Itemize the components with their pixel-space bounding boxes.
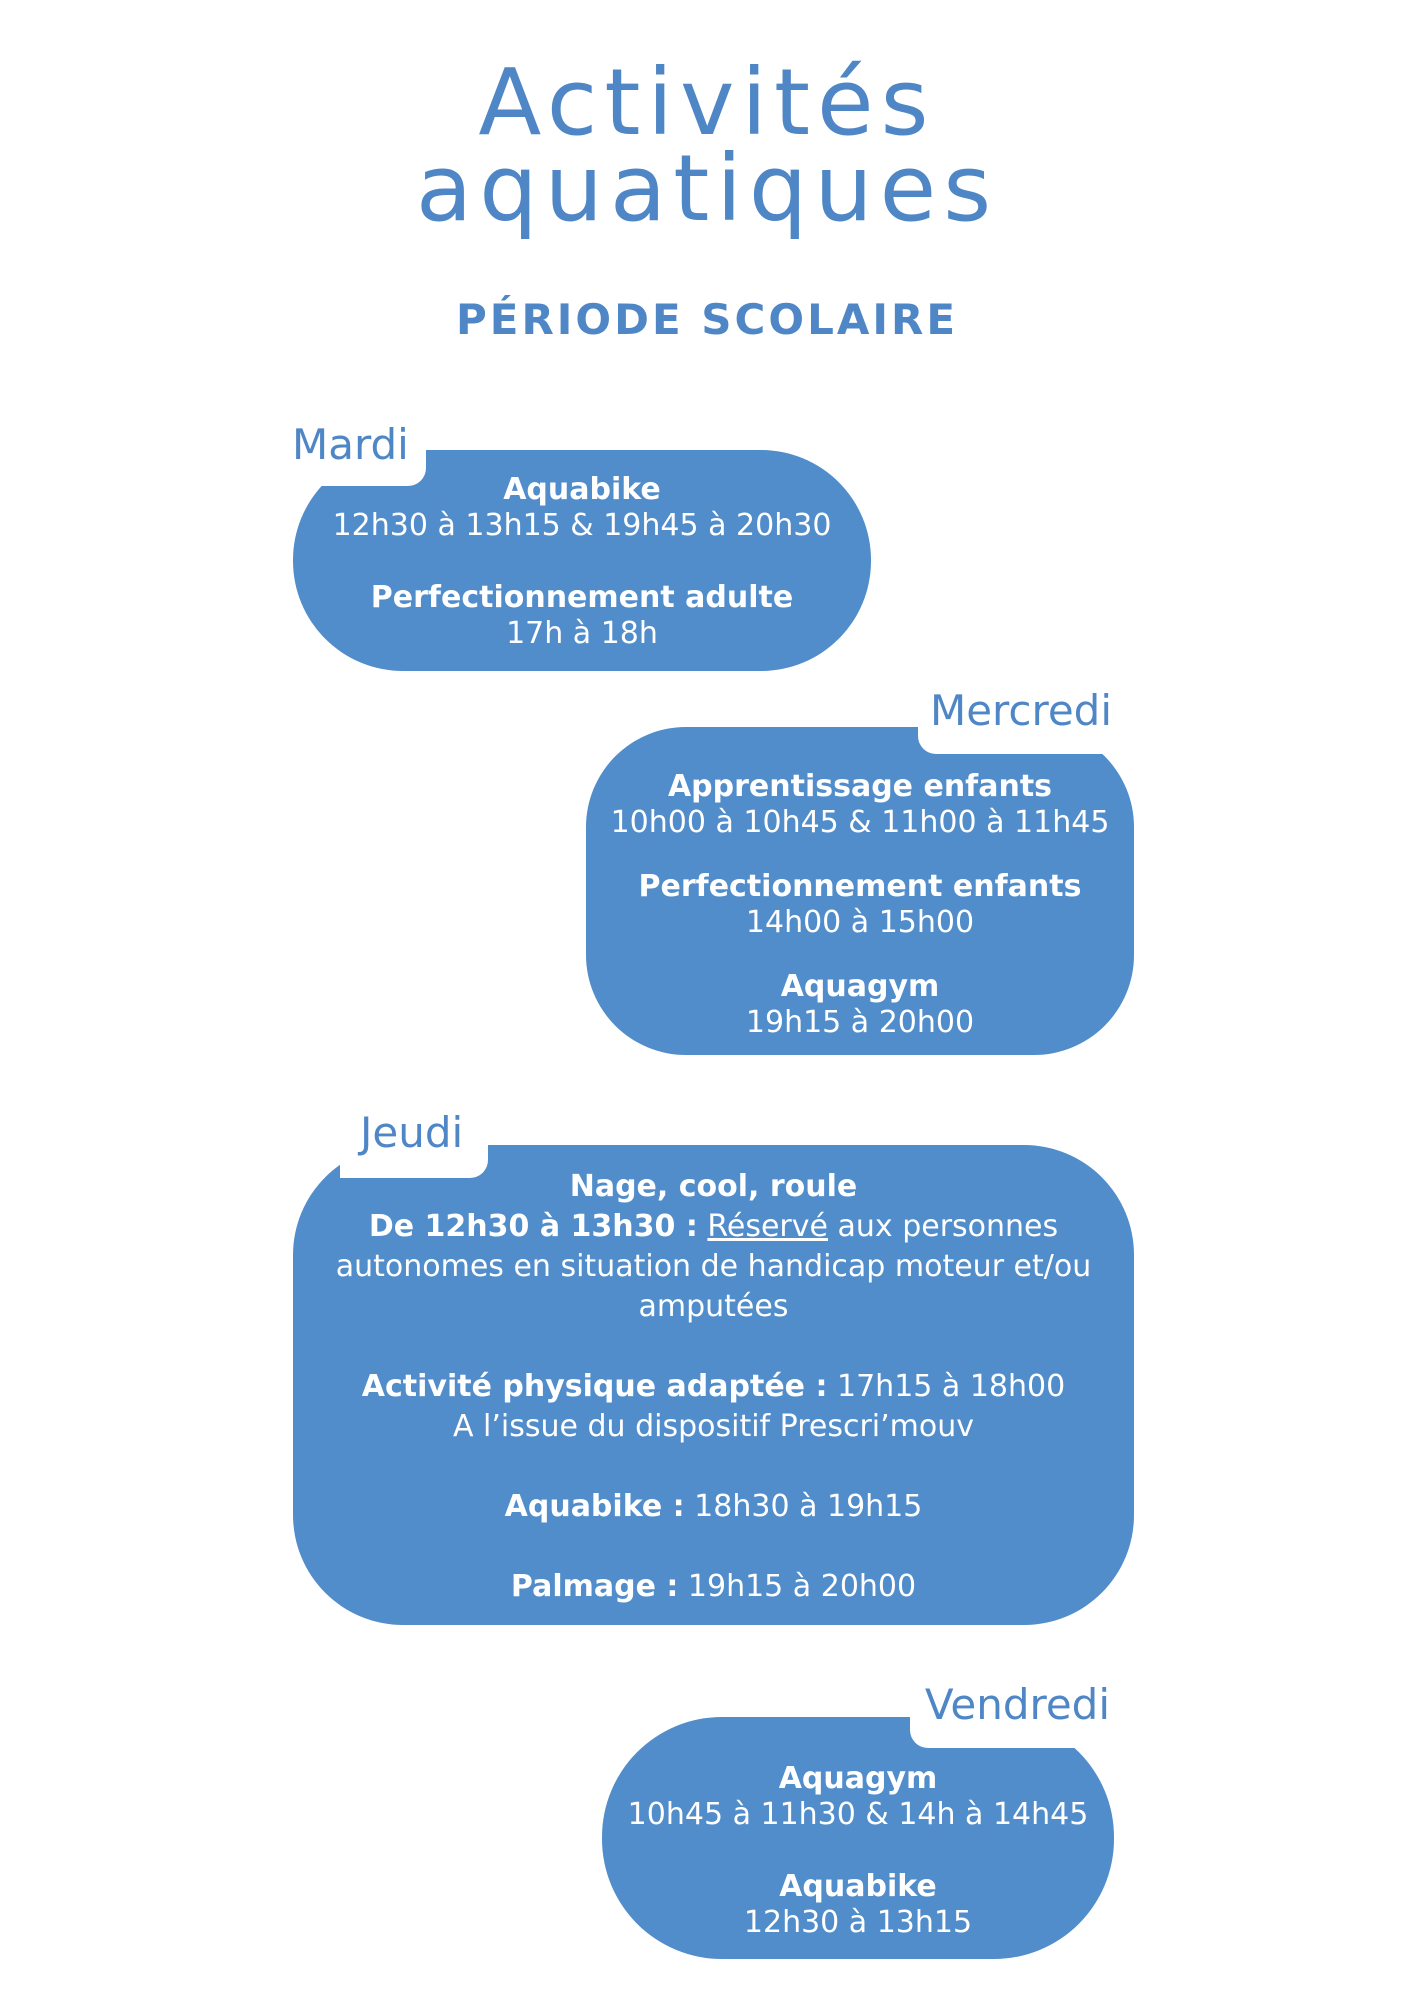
mercredi-card (586, 727, 1134, 1055)
nage-description: De 12h30 à 13h30 : Réservé aux personnes autonomes en situation de handicap moteur et/ou amputées (335, 1209, 1092, 1324)
activity-name: Perfectionnement enfants (638, 869, 1082, 904)
activity-time: 14h00 à 15h00 (745, 905, 975, 940)
day-label-mercredi: Mercredi (918, 686, 1118, 754)
aquabike-line: Aquabike : 18h30 à 19h15 (504, 1489, 923, 1524)
palmage-line: Palmage : 19h15 à 20h00 (510, 1569, 917, 1604)
day-label-jeudi: Jeudi (340, 1108, 488, 1178)
title-line-1: Activités (478, 49, 936, 156)
activity-time: 10h00 à 10h45 & 11h00 à 11h45 (610, 805, 1110, 840)
activity-name: Aquabike (503, 472, 661, 507)
day-label-mardi: Mardi (286, 420, 426, 486)
apa-note: A l’issue du dispositif Prescri’mouv (452, 1409, 975, 1444)
vendredi-card (602, 1717, 1114, 1959)
activity-name: Apprentissage enfants (667, 769, 1053, 804)
activity-time: 12h30 à 13h15 & 19h45 à 20h30 (332, 508, 832, 543)
activity-name: Aquabike (779, 1869, 937, 1904)
activity-time: 10h45 à 11h30 & 14h à 14h45 (627, 1797, 1089, 1832)
activity-time: 12h30 à 13h15 (743, 1905, 973, 1940)
day-label-vendredi: Vendredi (910, 1680, 1116, 1748)
page-subtitle: PÉRIODE SCOLAIRE (455, 295, 959, 344)
apa-line: Activité physique adaptée : 17h15 à 18h00 (361, 1369, 1066, 1404)
page-title (0, 49, 1414, 242)
activity-name: Nage, cool, roule (569, 1169, 858, 1204)
jeudi-card (293, 1145, 1134, 1625)
activity-time: 19h15 à 20h00 (745, 1005, 975, 1040)
activity-name: Aquagym (780, 969, 940, 1004)
activity-name: Perfectionnement adulte (370, 580, 794, 615)
activity-name: Aquagym (778, 1761, 938, 1796)
title-line-2: aquatiques (415, 135, 999, 242)
activity-time: 17h à 18h (506, 616, 658, 651)
